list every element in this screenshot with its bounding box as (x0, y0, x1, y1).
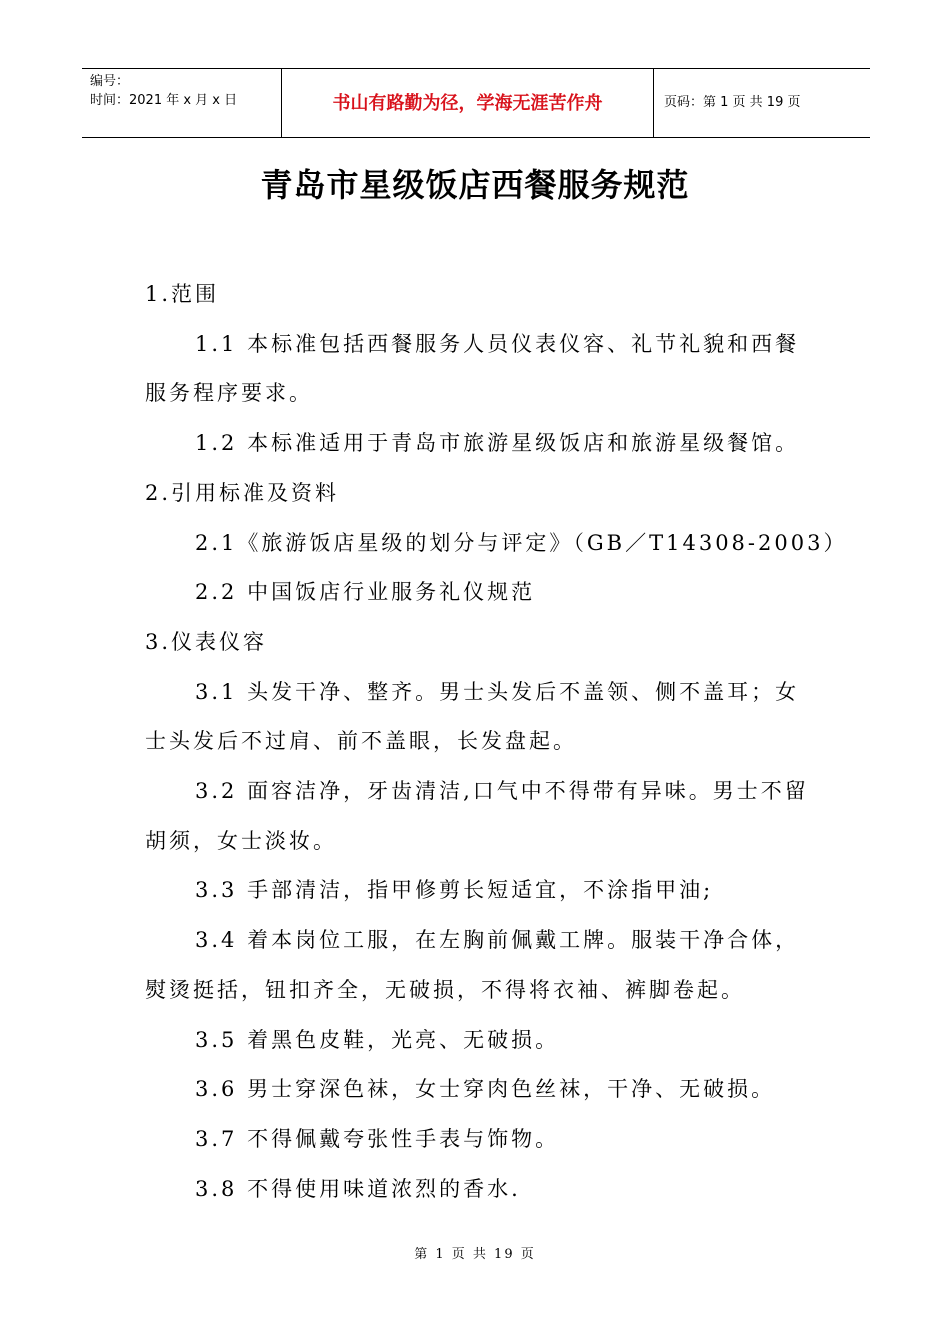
paragraph: 1.1 本标准包括西餐服务人员仪表仪容、礼节礼貌和西餐服务程序要求。 (145, 331, 800, 406)
document-number-label: 编号： (90, 74, 130, 89)
document-title: 青岛市星级饭店西餐服务规范 (260, 166, 690, 204)
paragraph: 3.1 头发干净、整齐。男士头发后不盖领、侧不盖耳；女士头发后不过肩、前不盖眼，长发盘起。 (145, 679, 800, 754)
header-table (82, 68, 870, 138)
paragraph: 2.1《旅游饭店星级的划分与评定》（GB／T14308-2003） (195, 530, 848, 555)
header-motto-cell (282, 69, 654, 137)
document-body (145, 270, 848, 1214)
header-page-cell (654, 69, 870, 137)
paragraph: 3.5 着黑色皮鞋，光亮、无破损。 (195, 1027, 560, 1052)
page-info: 页码：第 1 页 共 19 页 (664, 95, 801, 110)
paragraph: 3.6 男士穿深色袜，女士穿肉色丝袜，干净、无破损。 (195, 1077, 776, 1102)
section-heading: 1.范围 (145, 282, 220, 306)
paragraph: 3.3 手部清洁，指甲修剪长短适宜，不涂指甲油; (195, 878, 714, 903)
paragraph: 3.4 着本岗位工服，在左胸前佩戴工牌。服装干净合体，熨烫挺括，钮扣齐全，无破损，不得将衣袖、裤脚卷起。 (145, 928, 800, 1002)
paragraph: 3.2 面容洁净，牙齿清洁,口气中不得带有异味。男士不留胡须，女士淡妆。 (145, 779, 809, 853)
section-heading: 3.仪表仪容 (145, 629, 268, 654)
header-left-cell (82, 69, 282, 137)
motto-text: 书山有路勤为径，学海无涯苦作舟 (332, 93, 603, 114)
paragraph: 3.8 不得使用味道浓烈的香水. (195, 1176, 521, 1201)
document-date-label: 时间：2021 年 x 月 x 日 (90, 93, 238, 108)
paragraph: 1.2 本标准适用于青岛市旅游星级饭店和旅游星级餐馆。 (195, 431, 800, 456)
section-heading: 2.引用标准及资料 (145, 480, 340, 505)
page-footer: 第 1 页 共 19 页 (414, 1247, 536, 1262)
paragraph: 3.7 不得佩戴夸张性手表与饰物。 (195, 1126, 560, 1151)
paragraph: 2.2 中国饭店行业服务礼仪规范 (195, 580, 536, 605)
